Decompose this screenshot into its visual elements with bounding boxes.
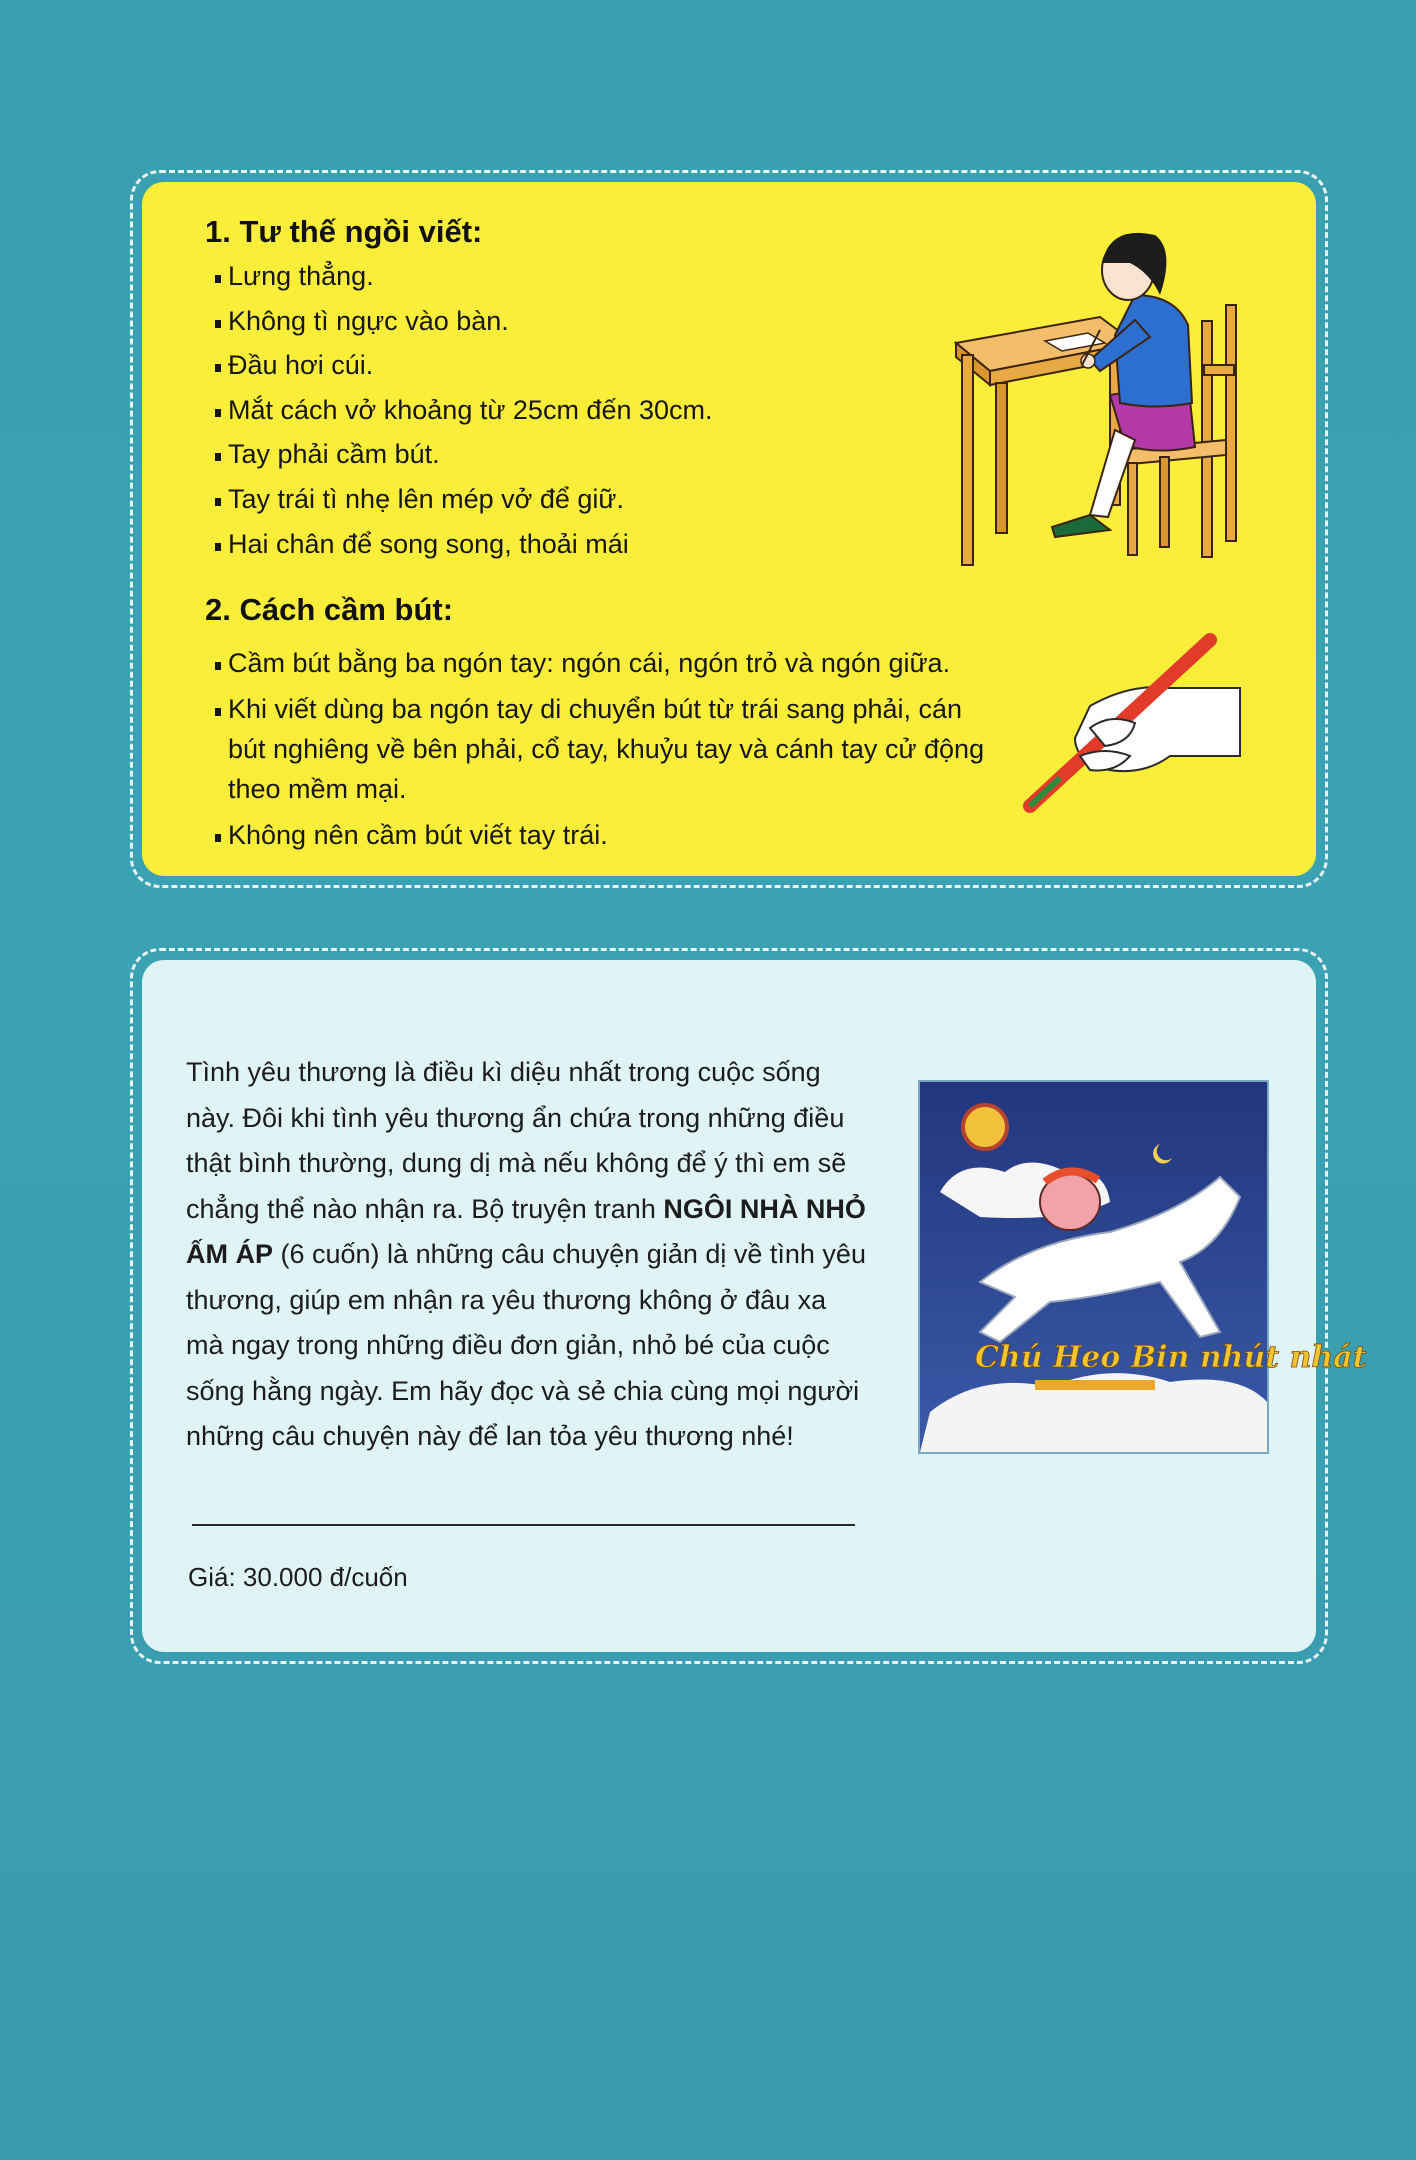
book-cover-title: Chú Heo Bin nhút nhát: [975, 1340, 1367, 1375]
list-item: Cầm bút bằng ba ngón tay: ngón cái, ngón trỏ và ngón giữa.: [228, 643, 988, 683]
list-item: Khi viết dùng ba ngón tay di chuyển bút từ trái sang phải, cán bút nghiêng về bên phải, cổ tay, khuỷu tay và cánh tay cử động theo mềm mại.: [228, 689, 988, 809]
promo-text-part2: (6 cuốn) là những câu chuyện giản dị về tình yêu thương, giúp em nhận ra yêu thương không ở đâu xa mà ngay trong những điều đơn giản, nhỏ bé của cuộc sống hằng ngày. Em hãy đọc và sẻ chia cùng mọi người những câu chuyện này để lan tỏa yêu thương nhé!: [186, 1239, 866, 1451]
list-item: Hai chân để song song, thoải mái: [228, 524, 713, 564]
book-cover-image: [920, 1082, 1367, 1452]
price-label: Giá: 30.000 đ/cuốn: [188, 1562, 408, 1592]
list-item: Lưng thẳng.: [228, 256, 713, 296]
pen-holding-list: [228, 643, 988, 861]
promo-description: [186, 1050, 866, 1460]
list-item: Đầu hơi cúi.: [228, 345, 713, 385]
sitting-posture-list: [228, 256, 713, 568]
list-item: Tay phải cầm bút.: [228, 434, 713, 474]
list-item: Tay trái tì nhẹ lên mép vở để giữ.: [228, 479, 713, 519]
divider: [192, 1524, 855, 1526]
series-name: NGÔI NHÀ NHỎ ẤM ÁP: [186, 1193, 866, 1269]
pen-holding-title: 2. Cách cầm bút:: [205, 592, 454, 627]
list-item: Không nên cầm bút viết tay trái.: [228, 815, 988, 855]
hand-holding-pen-illustration: [1020, 628, 1245, 813]
girl-writing-illustration: [950, 225, 1240, 570]
promo-text-part1: Tình yêu thương là điều kì diệu nhất trong cuộc sống này. Đôi khi tình yêu thương ẩn chứa trong những điều thật bình thường, dung dị mà nếu không để ý thì em sẽ chẳng thể nào nhận ra. Bộ truyện tranh: [186, 1057, 847, 1224]
sitting-posture-title: 1. Tư thế ngồi viết:: [205, 214, 483, 249]
list-item: Không tì ngực vào bàn.: [228, 301, 713, 341]
list-item: Mắt cách vở khoảng từ 25cm đến 30cm.: [228, 390, 713, 430]
